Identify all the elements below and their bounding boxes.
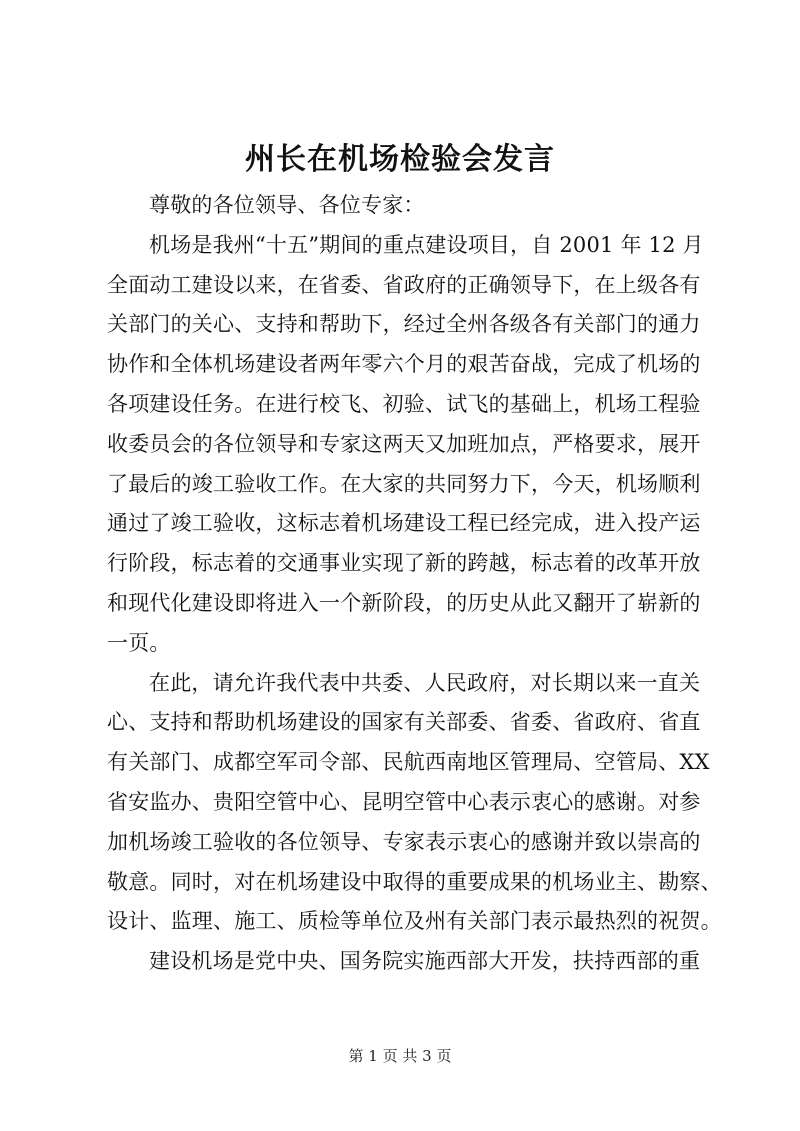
- document-title: 州长在机场检验会发言: [245, 142, 555, 177]
- paragraph-line: 一页。: [107, 630, 171, 655]
- paragraph-line: 各项建设任务。在进行校飞、初验、试飞的基础上，机场工程验: [107, 391, 701, 416]
- paragraph-line: 在此，请允许我代表中共委、人民政府，对长期以来一直关: [149, 670, 701, 695]
- paragraph-line: 行阶段，标志着的交通事业实现了新的跨越，标志着的改革开放: [107, 551, 701, 576]
- paragraph-line: 省安监办、贵阳空管中心、昆明空管中心表示衷心的感谢。对参: [107, 789, 701, 814]
- paragraph-line: 机场是我州“十五”期间的重点建设项目，自 2001 年 12 月: [149, 232, 704, 257]
- paragraph-line: 协作和全体机场建设者两年零六个月的艰苦奋战，完成了机场的: [107, 352, 701, 377]
- salutation-line: 尊敬的各位领导、各位专家：: [149, 193, 425, 217]
- document-body: [107, 186, 722, 982]
- paragraph-line: 建设机场是党中央、国务院实施西部大开发，扶持西部的重: [149, 949, 701, 974]
- paragraph-line: 加机场竣工验收的各位领导、专家表示衷心的感谢并致以崇高的: [107, 829, 701, 854]
- paragraph-line: 设计、监理、施工、质检等单位及州有关部门表示最热烈的祝贺。: [107, 909, 722, 934]
- paragraph-line: 心、支持和帮助机场建设的国家有关部委、省委、省政府、省直: [107, 710, 701, 735]
- paragraph-line: 有关部门、成都空军司令部、民航西南地区管理局、空管局、XX: [107, 750, 710, 775]
- page-number-footer: 第 1 页 共 3 页: [348, 1047, 452, 1065]
- paragraph-line: 收委员会的各位领导和专家这两天又加班加点，严格要求，展开: [107, 431, 701, 456]
- paragraph-line: 敬意。同时，对在机场建设中取得的重要成果的机场业主、勘察、: [107, 869, 722, 894]
- paragraph-line: 关部门的关心、支持和帮助下，经过全州各级各有关部门的通力: [107, 312, 701, 337]
- paragraph-line: 和现代化建设即将进入一个新阶段，的历史从此又翻开了崭新的: [107, 590, 701, 615]
- paragraph-line: 通过了竣工验收，这标志着机场建设工程已经完成，进入投产运: [107, 511, 701, 536]
- paragraph-line: 全面动工建设以来，在省委、省政府的正确领导下，在上级各有: [107, 272, 701, 297]
- paragraph-line: 了最后的竣工验收工作。在大家的共同努力下，今天，机场顺利: [107, 471, 701, 496]
